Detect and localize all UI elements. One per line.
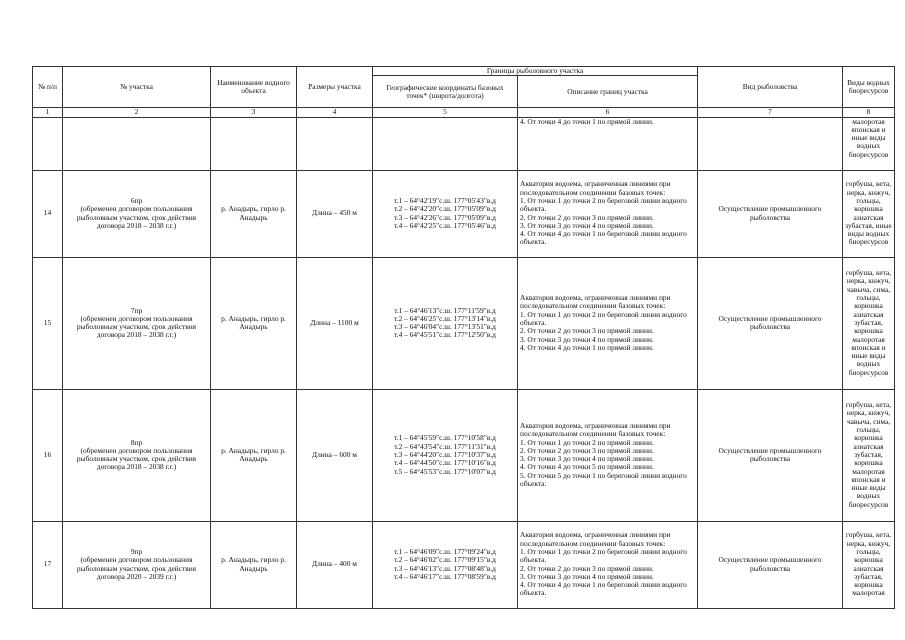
cell-fishing-kind: Осуществление промышленного рыболовства bbox=[698, 170, 843, 257]
cell-row-number: 15 bbox=[33, 257, 63, 389]
cell-size: Длина – 450 м bbox=[297, 170, 373, 257]
header-coords: Географические координаты базовых точек* (широта/долгота) bbox=[373, 76, 518, 108]
table-row bbox=[33, 389, 895, 521]
cell-size: Длина – 1100 м bbox=[297, 257, 373, 389]
fishing-sites-table bbox=[32, 66, 895, 609]
table-header bbox=[33, 67, 895, 118]
cell-description: Акватория водоема, ограниченная линиями при последовательном соединении базовых точек: 1. От точки 1 до точки 2 по береговой линии водного объекта. 2. От точки 2 до точки 3 по прямой линии. 3. От точки 3 до точки 4 по прямой линии. 4. От точки 4 до точки 1 по прямой линии. bbox=[518, 257, 698, 389]
header-water: Наименование водного объекта bbox=[211, 67, 297, 108]
table-row-continuation bbox=[33, 117, 895, 170]
table-row bbox=[33, 257, 895, 389]
column-number: 5 bbox=[373, 108, 518, 117]
cell-species: горбуша, кета, нерка, кижуч, чавыча, сима, гольцы, корюшка азиатская зубастая, корюшка малоротая японская и иные виды водных биоресурсов bbox=[843, 257, 895, 389]
header-desc: Описание границ участка bbox=[518, 76, 698, 108]
cell-water-object: р. Анадырь, гирло р. Анадырь bbox=[211, 257, 297, 389]
header-size: Размеры участка bbox=[297, 67, 373, 108]
header-kind: Вид рыболовства bbox=[698, 67, 843, 108]
cell-coordinates: т.1 – 64°45'59"с.ш. 177°10'58"в.д т.2 – 64°43'54"с.ш. 177°11'31"в.д т.3 – 64°44'20"с.ш. 177°10'37"в.д т.4 – 64°44'50"с.ш. 177°10'16"в.д т.5 – 64°45'53"с.ш. 177°10'07"в.д bbox=[373, 389, 518, 521]
cell-water-object: р. Анадырь, гирло р. Анадырь bbox=[211, 389, 297, 521]
column-number: 7 bbox=[698, 108, 843, 117]
header-pp: № п/п bbox=[33, 67, 63, 108]
cell-species: малоротая японская и иные виды водных биоресурсов bbox=[843, 117, 895, 170]
table-body bbox=[33, 117, 895, 608]
cell-description: Акватория водоема, ограниченная линиями при последовательном соединении базовых точек: 1. От точки 1 до точки 2 по прямой линии. 2. От точки 2 до точки 3 по прямой линии. 3. От точки 3 до точки 4 по прямой линии. 4. От точки 4 до точки 5 по прямой линии. 5. От точки 5 до точки 1 по береговой линии водного объекта. bbox=[518, 389, 698, 521]
cell-description: Акватория водоема, ограниченная линиями при последовательном соединении базовых точек: 1. От точки 1 до точки 2 по береговой линии водного объекта. 2. От точки 2 до точки 3 по прямой линии. 3. От точки 3 до точки 4 по прямой линии. 4. От точки 4 до точки 1 по береговой линии водного объекта. bbox=[518, 170, 698, 257]
cell-size: Длина – 600 м bbox=[297, 389, 373, 521]
cell-description: Акватория водоема, ограниченная линиями при последовательном соединении базовых точек: 1. От точки 1 до точки 2 по береговой линии водного объекта. 2. От точки 2 до точки 3 по прямой линии. 3. От точки 3 до точки 4 по прямой линии. 4. От точки 4 до точки 1 по береговой линии водного объекта. bbox=[518, 521, 698, 608]
cell-species: горбуша, кета, нерка, кижуч, гольцы, корюшка азиатская зубастая, корюшка малоротая bbox=[843, 521, 895, 608]
cell-water-object: р. Анадырь, гирло р. Анадырь bbox=[211, 170, 297, 257]
cell-site: 7пр (обременен договором пользования рыболовным участком, срок действия договора 2018 – 2038 г.г.) bbox=[63, 257, 211, 389]
cell-description: 4. От точки 4 до точки 1 по прямой линии. bbox=[518, 117, 698, 170]
column-number-row bbox=[33, 108, 895, 117]
column-number: 4 bbox=[297, 108, 373, 117]
column-number: 1 bbox=[33, 108, 63, 117]
cell-fishing-kind: Осуществление промышленного рыболовства bbox=[698, 521, 843, 608]
cell-coordinates: т.1 – 64°46'09"с.ш. 177°09'24"в.д т.2 – 64°46'02"с.ш. 177°09'15"в.д т.3 – 64°46'13"с.ш. 177°08'48"в.д т.4 – 64°46'17"с.ш. 177°08'59"в.д bbox=[373, 521, 518, 608]
cell-species: горбуша, кета, нерка, кижуч, чавыча, сима, гольцы, корюшка азиатская зубастая, корюшка малоротая японская и иные виды водных биоресурсов bbox=[843, 389, 895, 521]
cell-row-number: 16 bbox=[33, 389, 63, 521]
cell-site: 9пр (обременен договором пользования рыболовным участком, срок действия договора 2020 – 2039 г.г.) bbox=[63, 521, 211, 608]
cell-row-number: 17 bbox=[33, 521, 63, 608]
cell-coordinates: т.1 – 64°42'19"с.ш. 177°05'43"в.д т.2 – 64°42'20"с.ш. 177°05'09"в.д т.3 – 64°42'26"с.ш. 177°05'09"в.д т.4 – 64°42'25"с.ш. 177°05'46"в.д bbox=[373, 170, 518, 257]
column-number: 8 bbox=[843, 108, 895, 117]
cell-fishing-kind: Осуществление промышленного рыболовства bbox=[698, 389, 843, 521]
table-row bbox=[33, 170, 895, 257]
header-boundaries: Границы рыболовного участка bbox=[373, 67, 698, 76]
column-number: 6 bbox=[518, 108, 698, 117]
cell-species: горбуша, кета, нерка, кижуч, гольцы, корюшка азиатская зубастая, иные виды водных биоресурсов bbox=[843, 170, 895, 257]
cell-size: Длина – 400 м bbox=[297, 521, 373, 608]
cell-site: 8пр (обременен договором пользования рыболовным участком, срок действия договора 2018 – 2038 г.г.) bbox=[63, 389, 211, 521]
cell-coordinates: т.1 – 64°46'13"с.ш. 177°11'59"в.д т.2 – 64°46'25"с.ш. 177°13'14"в.д т.3 – 64°46'04"с.ш. 177°13'51"в.д т.4 – 64°45'51"с.ш. 177°12'50"в.д bbox=[373, 257, 518, 389]
table-row bbox=[33, 521, 895, 608]
header-species: Виды водных биоресурсов bbox=[843, 67, 895, 108]
cell-row-number: 14 bbox=[33, 170, 63, 257]
cell-fishing-kind: Осуществление промышленного рыболовства bbox=[698, 257, 843, 389]
cell-water-object: р. Анадырь, гирло р. Анадырь bbox=[211, 521, 297, 608]
header-site: № участка bbox=[63, 67, 211, 108]
column-number: 2 bbox=[63, 108, 211, 117]
column-number: 3 bbox=[211, 108, 297, 117]
cell-site: 6пр (обременен договором пользования рыболовным участком, срок действия договора 2018 – 2038 г.г.) bbox=[63, 170, 211, 257]
